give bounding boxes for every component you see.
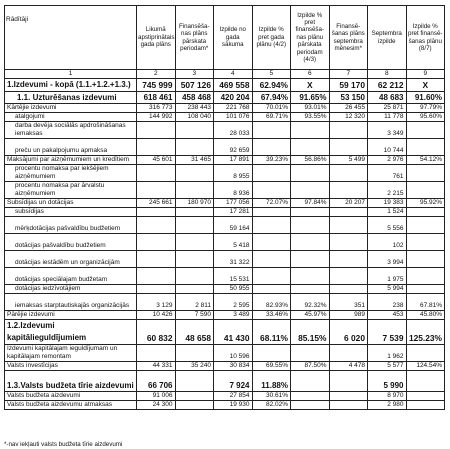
table-cell: 5 994 (368, 285, 407, 294)
table-cell: 238 443 (175, 104, 214, 113)
table-cell: 26 455 (329, 104, 368, 113)
table-cell (291, 182, 330, 199)
column-number: 9 (406, 70, 445, 79)
table-cell: 8 936 (214, 182, 253, 199)
table-body (5, 79, 445, 410)
table-row (5, 234, 445, 251)
table-cell: 48 683 (368, 92, 407, 104)
table-cell: 72.07% (252, 199, 291, 208)
table-cell (291, 371, 330, 392)
table-cell (137, 268, 176, 285)
table-cell (406, 208, 445, 217)
row-label: dotācijas pašvaldību budžetiem (5, 234, 137, 251)
table-cell (406, 139, 445, 156)
table-row (5, 401, 445, 410)
table-cell: 93.55% (291, 113, 330, 122)
table-cell: 17 281 (214, 208, 253, 217)
table-row (5, 392, 445, 401)
table-cell: 7 924 (214, 371, 253, 392)
table-cell: 108 040 (175, 113, 214, 122)
row-label: Izdevumi kapitālajam ieguldījumam un kapitālajam remontam (5, 345, 137, 362)
column-number: 4 (214, 70, 253, 79)
table-cell (252, 234, 291, 251)
row-label: atalgojumi (5, 113, 137, 122)
row-label: Valsts budžeta aizdevumi (5, 392, 137, 401)
table-cell: 95.60% (406, 113, 445, 122)
table-cell: 2 215 (368, 182, 407, 199)
column-number: 7 (329, 70, 368, 79)
table-cell: 95.92% (406, 199, 445, 208)
table-cell (252, 165, 291, 182)
table-row (5, 79, 445, 92)
table-cell (329, 345, 368, 362)
table-cell: 125.23% (406, 320, 445, 345)
column-header: Septembra izpilde (368, 6, 407, 70)
budget-table-document (4, 5, 444, 410)
table-row (5, 251, 445, 268)
table-cell (175, 392, 214, 401)
row-label: Valsts investīcijas (5, 362, 137, 371)
table-cell: 67.81% (406, 294, 445, 311)
table-cell (329, 139, 368, 156)
table-cell (137, 208, 176, 217)
table-row (5, 345, 445, 362)
row-label: Pārējie izdevumi (5, 311, 137, 320)
table-cell: 19 930 (214, 401, 253, 410)
table-cell: 30.61% (252, 392, 291, 401)
row-label: Subsīdijas un dotācijas (5, 199, 137, 208)
table-cell (329, 217, 368, 234)
table-cell: 420 204 (214, 92, 253, 104)
row-label: Maksājumi par aizņēmumiem un kredītiem (5, 156, 137, 165)
table-row (5, 285, 445, 294)
table-cell (406, 217, 445, 234)
table-cell (175, 371, 214, 392)
table-cell: 7 590 (175, 311, 214, 320)
table-cell: 27 854 (214, 392, 253, 401)
table-cell: 6 020 (329, 320, 368, 345)
table-cell: 48 658 (175, 320, 214, 345)
column-header: Izpilde % pret finansē-šanas plānu (8/7) (406, 6, 445, 70)
table-cell: 82.93% (252, 294, 291, 311)
table-cell: 8 970 (368, 392, 407, 401)
table-cell: 92.32% (291, 294, 330, 311)
row-label: 1.Izdevumi - kopā (1.1.+1.2.+1.3.) (5, 79, 137, 92)
table-cell: 91.65% (291, 92, 330, 104)
column-number: 1 (5, 70, 137, 79)
table-cell (137, 122, 176, 139)
table-row (5, 294, 445, 311)
table-cell (291, 345, 330, 362)
table-cell: 56.86% (291, 156, 330, 165)
table-cell: 87.50% (291, 362, 330, 371)
table-cell: 11 778 (368, 113, 407, 122)
row-label: procentu nomaksa par ārvalstu aizņēmumiem (5, 182, 137, 199)
table-cell (329, 371, 368, 392)
table-cell (137, 217, 176, 234)
table-cell (252, 217, 291, 234)
table-cell: 5 577 (368, 362, 407, 371)
table-cell (252, 182, 291, 199)
table-cell: 70.01% (252, 104, 291, 113)
table-cell (329, 182, 368, 199)
table-cell: 97.84% (291, 199, 330, 208)
table-cell: 618 461 (137, 92, 176, 104)
table-cell: 11.88% (252, 371, 291, 392)
table-cell (291, 268, 330, 285)
table-cell (175, 268, 214, 285)
column-number: 6 (291, 70, 330, 79)
table-cell: 91.60% (406, 92, 445, 104)
table-row (5, 165, 445, 182)
table-cell: 4 478 (329, 362, 368, 371)
column-header: Rādītāji (5, 6, 137, 70)
table-cell: 35 240 (175, 362, 214, 371)
row-label: 1.2.Izdevumi kapitālieguldījumiem (5, 320, 137, 345)
table-cell: 66 706 (137, 371, 176, 392)
table-cell: 54.12% (406, 156, 445, 165)
table-cell (175, 217, 214, 234)
row-label: iemaksas starptautiskajās organizācijās (5, 294, 137, 311)
table-cell: 93.01% (291, 104, 330, 113)
table-cell (252, 268, 291, 285)
table-cell (406, 268, 445, 285)
column-number: 2 (137, 70, 176, 79)
table-cell: 41 430 (214, 320, 253, 345)
table-cell: X (291, 79, 330, 92)
table-cell: 5 990 (368, 371, 407, 392)
table-cell (406, 251, 445, 268)
column-header: Izpilde no gada sākuma (214, 6, 253, 70)
table-cell (406, 122, 445, 139)
row-label: Valsts budžeta aizdevumu atmaksas (5, 401, 137, 410)
table-cell: 221 768 (214, 104, 253, 113)
table-cell (252, 122, 291, 139)
table-cell (175, 401, 214, 410)
table-cell: 97.79% (406, 104, 445, 113)
column-number-row (5, 70, 445, 79)
table-row (5, 156, 445, 165)
table-cell: 59 170 (329, 79, 368, 92)
table-cell: 15 531 (214, 268, 253, 285)
table-cell: 59 164 (214, 217, 253, 234)
table-cell: 24 300 (137, 401, 176, 410)
table-cell: 507 126 (175, 79, 214, 92)
table-cell: 45.80% (406, 311, 445, 320)
table-cell (175, 208, 214, 217)
table-cell (406, 165, 445, 182)
table-cell: 1 524 (368, 208, 407, 217)
table-cell (175, 139, 214, 156)
table-cell (175, 165, 214, 182)
row-label: mērķdotācijas pašvaldību budžetiem (5, 217, 137, 234)
table-cell: 989 (329, 311, 368, 320)
table-row (5, 139, 445, 156)
table-cell: 30 834 (214, 362, 253, 371)
table-cell: 10 744 (368, 139, 407, 156)
table-row (5, 113, 445, 122)
table-cell: 69.55% (252, 362, 291, 371)
table-cell: 316 773 (137, 104, 176, 113)
table-cell (175, 122, 214, 139)
table-cell: 180 970 (175, 199, 214, 208)
table-cell: 3 489 (214, 311, 253, 320)
table-cell: 5 499 (329, 156, 368, 165)
table-row (5, 92, 445, 104)
table-cell: 2 595 (214, 294, 253, 311)
table-row (5, 182, 445, 199)
column-header: Izpilde % pret finansēša-nas plānu pārskata periodam (4/3) (291, 6, 330, 70)
table-cell (291, 139, 330, 156)
table-cell (329, 285, 368, 294)
column-header: Finansē-šanas plāns septembra mēnesim* (329, 6, 368, 70)
table-cell (175, 234, 214, 251)
table-cell (137, 285, 176, 294)
table-cell (291, 165, 330, 182)
table-cell: 144 992 (137, 113, 176, 122)
table-cell (406, 401, 445, 410)
table-cell: 91 006 (137, 392, 176, 401)
table-cell (406, 371, 445, 392)
table-cell: 20 207 (329, 199, 368, 208)
table-cell: 453 (368, 311, 407, 320)
table-row (5, 122, 445, 139)
table-row (5, 208, 445, 217)
table-cell: 3 349 (368, 122, 407, 139)
table-cell: 62.94% (252, 79, 291, 92)
table-cell: 761 (368, 165, 407, 182)
table-cell (406, 234, 445, 251)
table-cell (329, 401, 368, 410)
table-cell: 31 465 (175, 156, 214, 165)
footnote: *-nav iekļauti valsts budžeta tīrie aizdevumi (4, 441, 123, 448)
table-cell (137, 251, 176, 268)
table-cell: 19 383 (368, 199, 407, 208)
table-cell (406, 345, 445, 362)
table-cell (175, 251, 214, 268)
table-cell: 7 539 (368, 320, 407, 345)
table-cell: 31 322 (214, 251, 253, 268)
table-cell (252, 139, 291, 156)
table-cell (175, 182, 214, 199)
table-cell: 28 033 (214, 122, 253, 139)
table-cell (329, 165, 368, 182)
table-cell: 67.94% (252, 92, 291, 104)
table-cell: 45 601 (137, 156, 176, 165)
table-cell: 69.71% (252, 113, 291, 122)
table-row (5, 199, 445, 208)
table-cell: 238 (368, 294, 407, 311)
table-row (5, 311, 445, 320)
row-label: procentu nomaksa par iekšējiem aizņēmumiem (5, 165, 137, 182)
row-label: 1.3.Valsts budžeta tīrie aizdevumi (5, 371, 137, 392)
table-cell (291, 401, 330, 410)
table-cell (406, 392, 445, 401)
table-cell: 82.02% (252, 401, 291, 410)
table-row (5, 104, 445, 113)
table-cell (137, 234, 176, 251)
row-label: Kārtējie izdevumi (5, 104, 137, 113)
table-cell (252, 285, 291, 294)
table-cell: 60 832 (137, 320, 176, 345)
table-cell: 62 212 (368, 79, 407, 92)
table-cell: 39.23% (252, 156, 291, 165)
table-cell (252, 208, 291, 217)
table-cell (137, 139, 176, 156)
table-row (5, 268, 445, 285)
row-label: dotācijas iedzīvotājiem (5, 285, 137, 294)
table-cell (291, 122, 330, 139)
table-cell (175, 285, 214, 294)
table-cell (175, 345, 214, 362)
table-cell (329, 251, 368, 268)
table-cell (252, 251, 291, 268)
table-row (5, 362, 445, 371)
column-header: Finansēša-nas plāns pārskata periodam* (175, 6, 214, 70)
table-cell: 12 320 (329, 113, 368, 122)
column-number: 5 (252, 70, 291, 79)
table-cell (329, 122, 368, 139)
table-cell (291, 208, 330, 217)
table-cell: 351 (329, 294, 368, 311)
table-cell: 3 129 (137, 294, 176, 311)
table-cell: 8 955 (214, 165, 253, 182)
row-label: subsīdijas (5, 208, 137, 217)
table-cell: X (406, 79, 445, 92)
table-cell: 2 811 (175, 294, 214, 311)
table-cell: 1 975 (368, 268, 407, 285)
table-cell: 745 999 (137, 79, 176, 92)
table-cell (137, 182, 176, 199)
table-cell: 68.11% (252, 320, 291, 345)
table-row (5, 217, 445, 234)
table-cell: 25 871 (368, 104, 407, 113)
header-row (5, 6, 445, 70)
table-cell: 5 418 (214, 234, 253, 251)
table-cell (291, 251, 330, 268)
table-cell (406, 182, 445, 199)
table-cell (291, 392, 330, 401)
column-number: 3 (175, 70, 214, 79)
row-label: dotācijas speciālajam budžetam (5, 268, 137, 285)
table-cell: 245 661 (137, 199, 176, 208)
table-row (5, 320, 445, 345)
table-cell: 10 426 (137, 311, 176, 320)
table-cell: 50 955 (214, 285, 253, 294)
row-label: 1.1. Uzturēšanas izdevumi (5, 92, 137, 104)
table-cell: 53 150 (329, 92, 368, 104)
table-cell (291, 217, 330, 234)
table-cell: 85.15% (291, 320, 330, 345)
table-cell: 45.97% (291, 311, 330, 320)
table-cell: 3 994 (368, 251, 407, 268)
table-cell (291, 285, 330, 294)
table-cell (329, 392, 368, 401)
table-row (5, 371, 445, 392)
table-cell: 124.54% (406, 362, 445, 371)
table-cell (329, 268, 368, 285)
table-cell: 102 (368, 234, 407, 251)
table-cell: 10 596 (214, 345, 253, 362)
table-cell: 458 468 (175, 92, 214, 104)
table-cell: 469 558 (214, 79, 253, 92)
table-cell: 101 076 (214, 113, 253, 122)
row-label: darba devēja sociālās apdrošināšanas iemaksas (5, 122, 137, 139)
table-cell: 2 976 (368, 156, 407, 165)
table-cell (137, 345, 176, 362)
table-cell: 17 891 (214, 156, 253, 165)
table-cell: 1 962 (368, 345, 407, 362)
budget-execution-table (4, 5, 445, 410)
column-header: Likumā apstiprinātais gada plāns (137, 6, 176, 70)
row-label: preču un pakalpojumu apmaksa (5, 139, 137, 156)
table-cell: 44 331 (137, 362, 176, 371)
row-label: dotācijas iestādēm un organizācijām (5, 251, 137, 268)
column-number: 8 (368, 70, 407, 79)
table-cell (406, 285, 445, 294)
table-cell: 2 980 (368, 401, 407, 410)
table-cell: 5 556 (368, 217, 407, 234)
table-cell (137, 165, 176, 182)
table-cell (291, 234, 330, 251)
table-cell: 92 659 (214, 139, 253, 156)
table-cell (329, 208, 368, 217)
table-cell (329, 234, 368, 251)
column-header: Izpilde % pret gada plānu (4/2) (252, 6, 291, 70)
table-cell: 33.46% (252, 311, 291, 320)
table-cell (252, 345, 291, 362)
table-cell: 177 056 (214, 199, 253, 208)
